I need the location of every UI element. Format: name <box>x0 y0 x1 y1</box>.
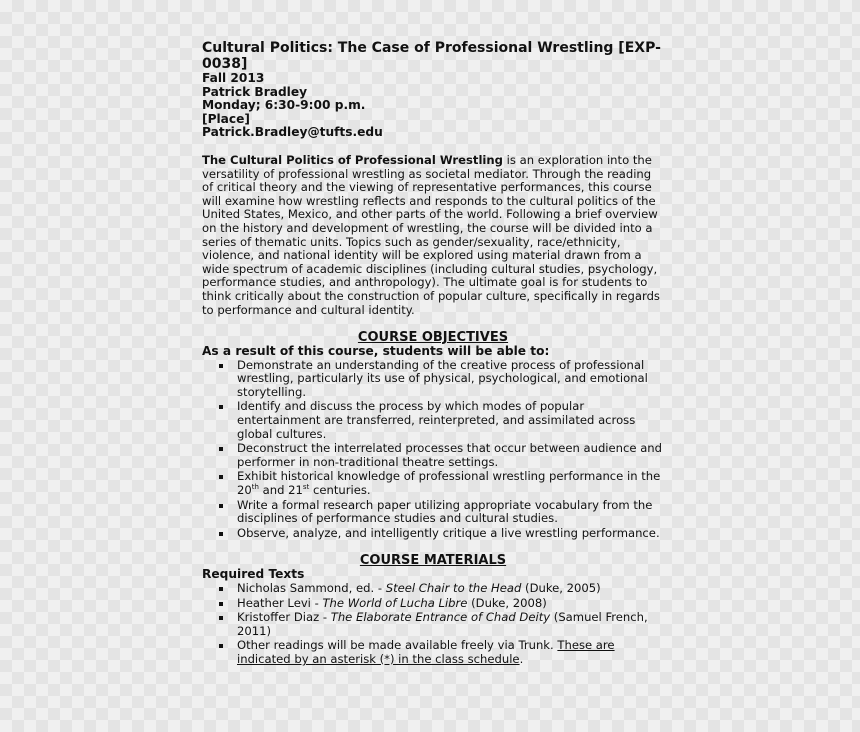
bullet-icon <box>219 475 223 479</box>
list-item: Identify and discuss the process by which modes of popular entertainment are transferred, reinterpreted, and assimilated across global cultures. <box>237 400 664 441</box>
bullet-icon <box>219 504 223 508</box>
bullet-icon <box>219 364 223 368</box>
description-body: is an exploration into the versatility of professional wrestling as societal mediator. Through the reading of critical theory and the viewing of representative performances, this course will examine how wrestling reflects and responds to the cultural politics of the United States, Mexico, and other parts of the world. Following a brief overview on the history and development of wrestling, the course will be divided into a series of thematic units. Topics such as gender/sexuality, race/ethnicity, violence, and national identity will be explored using material drawn from a wide spectrum of academic disciplines (including cultural studies, psychology, performance studies, and anthropology). The ultimate goal is for students to think critically about the construction of popular culture, specifically in regards to performance and cultural identity. <box>202 152 660 317</box>
course-description <box>202 154 664 317</box>
list-item: Nicholas Sammond, ed. - Steel Chair to the Head (Duke, 2005) <box>237 582 664 596</box>
course-title: Cultural Politics: The Case of Professional Wrestling [EXP-0038] <box>202 40 661 72</box>
instructor-email: Patrick.Bradley@tufts.edu <box>202 125 383 140</box>
list-item: Heather Levi - The World of Lucha Libre (Duke, 2008) <box>237 597 664 611</box>
required-texts-label: Required Texts <box>202 567 305 582</box>
class-schedule: Monday; 6:30-9:00 p.m. <box>202 98 366 113</box>
asterisk-note: These are indicated by an asterisk (*) in the class schedule <box>237 638 615 666</box>
bullet-icon <box>219 405 223 409</box>
list-item: Write a formal research paper utilizing appropriate vocabulary from the disciplines of performance studies and cultural studies. <box>237 499 664 526</box>
bullet-icon <box>219 447 223 451</box>
term: Fall 2013 <box>202 71 265 85</box>
objectives-heading: COURSE OBJECTIVES <box>357 330 509 346</box>
objectives-lead: As a result of this course, students will be able to: <box>202 344 550 359</box>
objectives-list <box>202 359 664 541</box>
bullet-icon <box>219 587 223 591</box>
class-place: [Place] <box>202 111 250 126</box>
bullet-icon <box>219 644 223 648</box>
syllabus-page <box>202 40 664 668</box>
bullet-icon <box>219 616 223 620</box>
bullet-icon <box>219 532 223 536</box>
instructor-name: Patrick Bradley <box>202 84 308 99</box>
description-lead: The Cultural Politics of Professional Wrestling <box>202 152 503 167</box>
list-item: Exhibit historical knowledge of professional wrestling performance in the 20th and 21st centuries. <box>237 470 664 497</box>
materials-heading: COURSE MATERIALS <box>359 553 507 569</box>
list-item: Demonstrate an understanding of the creative process of professional wrestling, particularly its use of physical, psychological, and emotional storytelling. <box>237 359 664 400</box>
bullet-icon <box>219 602 223 606</box>
list-item: Kristoffer Diaz - The Elaborate Entrance of Chad Deity (Samuel French, 2011) <box>237 611 664 638</box>
list-item: Deconstruct the interrelated processes that occur between audience and performer in non-traditional theatre settings. <box>237 442 664 469</box>
required-texts-list <box>202 582 664 667</box>
list-item: Observe, analyze, and intelligently critique a live wrestling performance. <box>237 527 664 541</box>
list-item: Other readings will be made available freely via Trunk. These are indicated by an asterisk (*) in the class schedule. <box>237 639 664 666</box>
